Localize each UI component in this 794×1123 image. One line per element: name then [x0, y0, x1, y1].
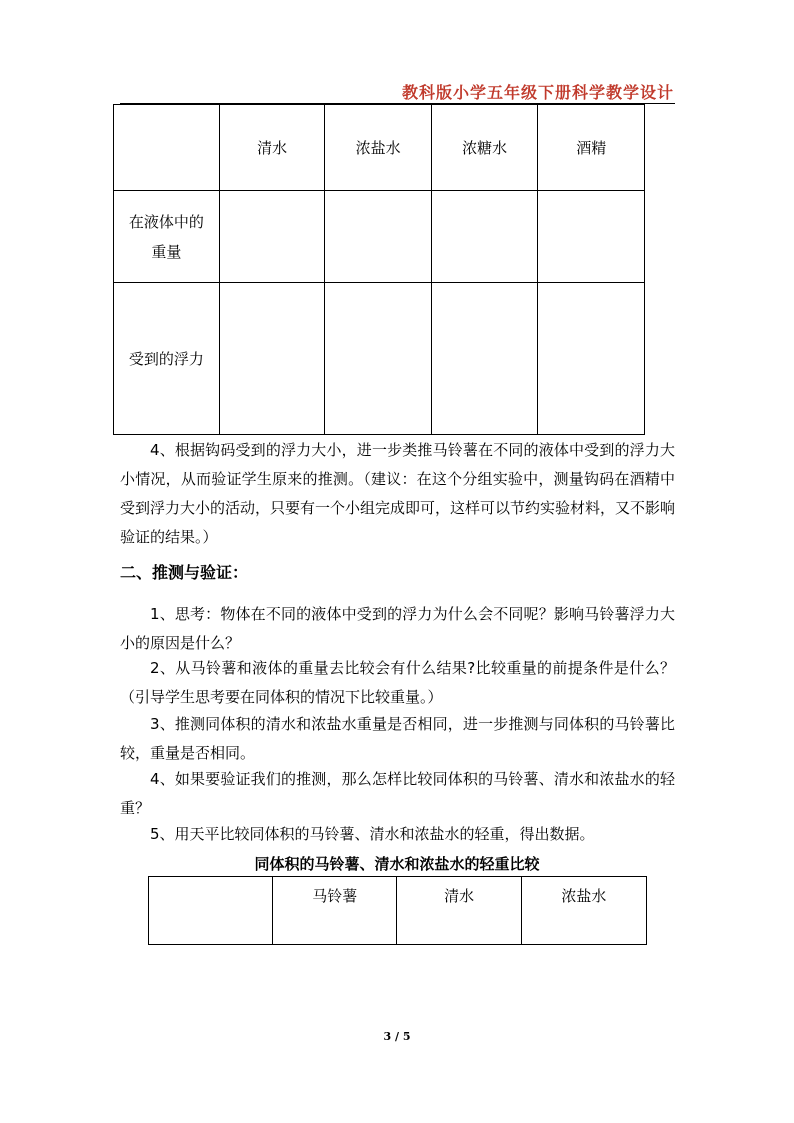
table2-corner-cell: [149, 877, 273, 945]
section-heading: 二、推测与验证：: [120, 563, 249, 582]
paragraph-question-2: 2、从马铃薯和液体的重量去比较会有什么结果?比较重量的前提条件是什么？（引导学生思考要在同体积的情况下比较重量。）: [120, 659, 675, 706]
table1-header-cell: 浓糖水: [431, 105, 538, 191]
table1-cell: [219, 283, 325, 435]
table1-cell: [538, 283, 645, 435]
paragraph-question-4: 4、如果要验证我们的推测，那么怎样比较同体积的马铃薯、清水和浓盐水的轻重？: [120, 770, 675, 817]
table2-header-cell: 清水: [397, 877, 521, 945]
liquid-buoyancy-table: [113, 104, 645, 435]
table1-cell: [538, 191, 645, 283]
paragraph-question-1: 1、思考：物体在不同的液体中受到的浮力为什么会不同呢？影响马铃薯浮力大小的原因是什么？: [120, 605, 675, 652]
table1-cell: [431, 283, 538, 435]
table1-header-cell: 清水: [219, 105, 325, 191]
table2-caption: 同体积的马铃薯、清水和浓盐水的轻重比较: [254, 855, 540, 873]
paragraph-question-5: 5、用天平比较同体积的马铃薯、清水和浓盐水的轻重，得出数据。: [150, 825, 595, 843]
paragraph-step-4: 4、根据钩码受到的浮力大小，进一步类推马铃薯在不同的液体中受到的浮力大小情况，从而验证学生原来的推测。（建议：在这个分组实验中，测量钩码在酒精中受到浮力大小的活动，只要有一个小组完成即可，这样可以节约实验材料，又不影响验证的结果。）: [120, 441, 676, 546]
table1-header-cell: 酒精: [538, 105, 645, 191]
table1-cell: [325, 191, 432, 283]
weight-comparison-table: [148, 876, 647, 945]
table1-cell: [219, 191, 325, 283]
table1-row-label-text: 在液体中的重量: [128, 212, 204, 261]
page-number: 3 / 5: [383, 1030, 411, 1043]
table2-header-cell: 浓盐水: [521, 877, 646, 945]
table1-corner-cell: [114, 105, 220, 191]
table1-header-cell: 浓盐水: [325, 105, 432, 191]
table1-row-label: 受到的浮力: [114, 283, 220, 435]
table2-header-cell: 马铃薯: [273, 877, 397, 945]
table1-cell: [431, 191, 538, 283]
paragraph-question-3: 3、推测同体积的清水和浓盐水重量是否相同，进一步推测与同体积的马铃薯比较，重量是否相同。: [120, 715, 675, 762]
table1-cell: [325, 283, 432, 435]
table1-row-label: [114, 191, 220, 283]
document-header: 教科版小学五年级下册科学教学设计: [401, 83, 674, 102]
